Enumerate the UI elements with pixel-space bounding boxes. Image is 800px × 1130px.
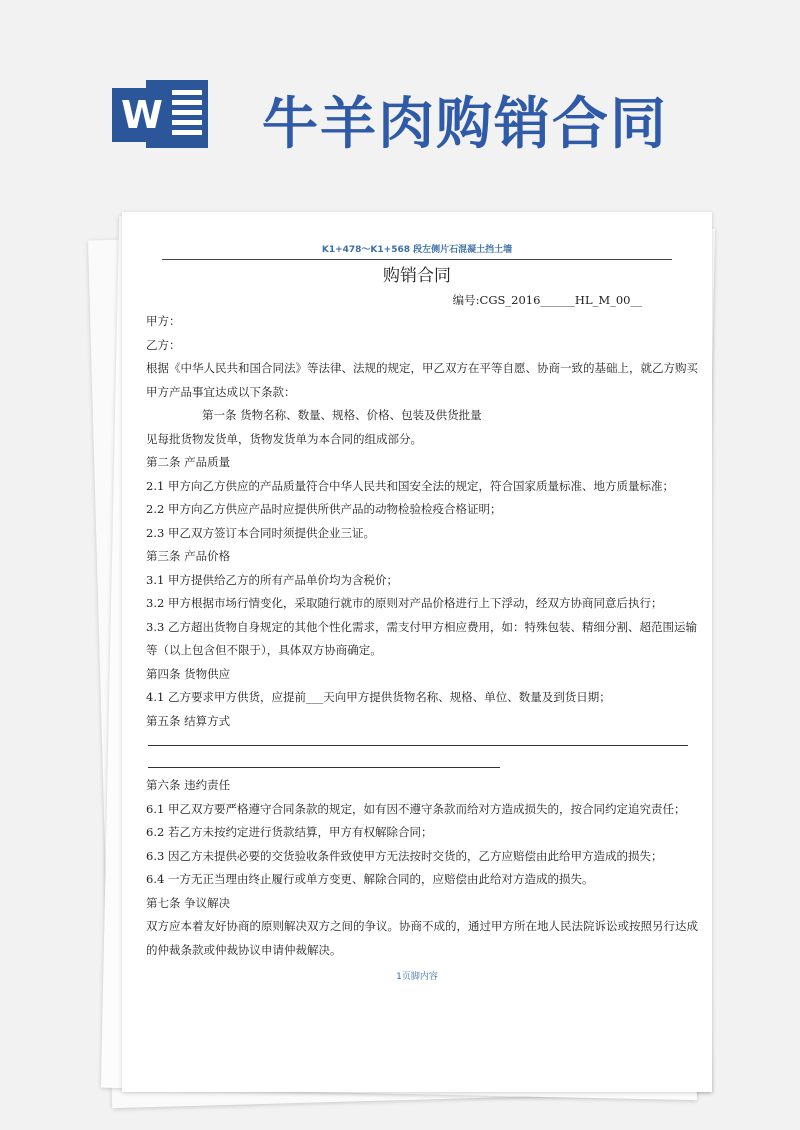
header-rule — [162, 259, 672, 260]
clause-6-4: 6.4 一方无正当理由终止履行或单方变更、解除合同的，应赔偿由此给对方造成的损失。 — [146, 872, 594, 886]
article-3-heading: 第三条 产品价格 — [146, 549, 231, 563]
clause-3-3: 3.3 乙方超出货物自身规定的其他个性化需求，需支付甲方相应费用，如：特殊包装、精细分割、超范围运输等（以上包含但不限于），具体双方协商确定。 — [146, 619, 697, 657]
party-a-line: 甲方： — [146, 314, 181, 328]
document-title: 购销合同 — [383, 266, 451, 286]
clause-3-1: 3.1 甲方提供给乙方的所有产品单价均为含税价； — [146, 572, 398, 587]
article-7-heading: 第七条 争议解决 — [146, 895, 231, 910]
clause-3-2: 3.2 甲方根据市场行情变化，采取随行就市的原则对产品价格进行上下浮动，经双方协商同意后执行； — [146, 596, 663, 610]
word-logo-letter: W — [121, 93, 163, 137]
clause-6-1: 6.1 甲乙双方要严格遵守合同条款的规定，如有因不遵守条款而给对方造成损失的，按合同约定追究责任； — [146, 801, 686, 816]
word-logo-icon — [112, 76, 212, 152]
clause-6-2: 6.2 若乙方未按约定进行货款结算，甲方有权解除合同； — [146, 825, 433, 839]
article-7-text: 双方应本着友好协商的原则解决双方之间的争议。协商不成的，通过甲方所在地人民法院诉讼或按照另行达成的仲裁条款或仲裁协议申请仲裁解决。 — [146, 919, 698, 957]
clause-6-3: 6.3 因乙方未提供必要的交货验收条件致使甲方无法按时交货的，乙方应赔偿由此给甲方造成的损失； — [146, 848, 663, 863]
article-4-heading: 第四条 货物供应 — [146, 666, 231, 681]
page-title: 牛羊肉购销合同 — [262, 92, 668, 157]
clause-2-2: 2.2 甲方向乙方供应产品时应提供所供产品的动物检验检疫合格证明； — [146, 502, 502, 516]
page-header-text: K1+478～K1+568 段左侧片石混凝土挡土墙 — [321, 245, 513, 255]
blank-line-long — [148, 745, 688, 746]
page-footer: 1页脚内容 — [396, 972, 438, 982]
preamble-paragraph: 根据《中华人民共和国合同法》等法律、法规的规定，甲乙双方在平等自愿、协商一致的基础上，就乙方购买甲方产品事宜达成以下条款： — [146, 361, 698, 399]
party-b-line: 乙方： — [146, 337, 181, 352]
article-1-text: 见每批货物发货单，货物发货单为本合同的组成部分。 — [146, 431, 422, 446]
article-2-heading: 第二条 产品质量 — [146, 455, 231, 469]
article-1-heading: 第一条 货物名称、数量、规格、价格、包装及供货批量 — [202, 408, 482, 422]
clause-4-1: 4.1 乙方要求甲方供货，应提前___天向甲方提供货物名称、规格、单位、数量及到货日期； — [146, 690, 611, 704]
article-6-heading: 第六条 违约责任 — [146, 778, 231, 792]
article-5-heading: 第五条 结算方式 — [146, 713, 231, 728]
clause-2-3: 2.3 甲乙双方签订本合同时须提供企业三证。 — [146, 525, 375, 540]
blank-line-short — [148, 767, 500, 768]
clause-2-1: 2.1 甲方向乙方供应的产品质量符合中华人民共和国安全法的规定，符合国家质量标准、地方质量标准； — [146, 478, 674, 493]
document-body — [146, 310, 706, 962]
document-page — [122, 212, 712, 1092]
document-number: 编号:CGS_2016______HL_M_00__ — [452, 293, 642, 307]
